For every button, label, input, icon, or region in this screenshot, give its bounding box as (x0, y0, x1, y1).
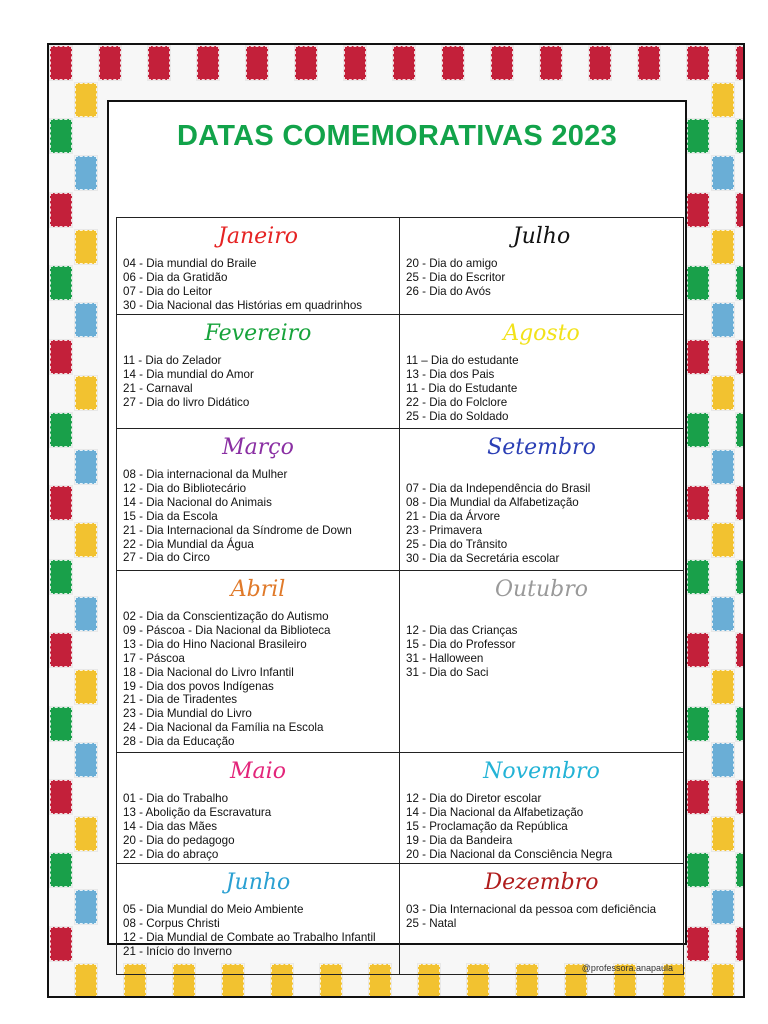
border-tile (736, 119, 745, 153)
border-tile (736, 486, 745, 520)
month-cell-junho (117, 864, 400, 974)
date-item: 20 - Dia do pedagogo (123, 833, 235, 847)
border-tile (99, 46, 121, 80)
date-item: 20 - Dia Nacional da Consciência Negra (406, 847, 613, 861)
date-item: 14 - Dia Nacional da Alfabetização (406, 805, 584, 819)
border-tile (540, 46, 562, 80)
date-item: 13 - Dia do Hino Nacional Brasileiro (123, 637, 307, 651)
border-tile (712, 450, 734, 484)
date-item: 22 - Dia do Folclore (406, 395, 508, 409)
date-item: 08 - Dia internacional da Mulher (123, 468, 288, 481)
border-tile (736, 780, 745, 814)
border-tile (75, 890, 97, 924)
border-tile (687, 560, 709, 594)
border-tile (442, 46, 464, 80)
border-tile (712, 890, 734, 924)
border-tile (712, 670, 734, 704)
border-tile (687, 413, 709, 447)
border-tile (687, 266, 709, 300)
border-tile (687, 853, 709, 887)
month-cell-agosto (400, 315, 683, 429)
border-tile (50, 927, 72, 961)
border-tile (687, 193, 709, 227)
month-cell-outubro (400, 571, 683, 753)
date-item: 18 - Dia Nacional do Livro Infantil (123, 665, 294, 679)
month-name: Julho (512, 224, 571, 249)
date-item: 05 - Dia Mundial do Meio Ambiente (123, 903, 304, 916)
border-tile (736, 340, 745, 374)
border-tile (589, 46, 611, 80)
border-tile (712, 964, 734, 998)
month-name: Outubro (494, 577, 589, 602)
date-item: 23 - Primavera (406, 523, 483, 537)
month-cell-dezembro (400, 864, 683, 974)
date-item: 09 - Páscoa - Dia Nacional da Biblioteca (123, 623, 331, 637)
month-name: Setembro (487, 435, 596, 460)
date-item: 27 - Dia do Circo (123, 551, 210, 565)
date-item: 12 - Dia do Diretor escolar (406, 792, 542, 805)
date-item: 23 - Dia Mundial do Livro (123, 707, 252, 721)
date-item: 25 - Dia do Soldado (406, 409, 509, 423)
month-cell-novembro (400, 753, 683, 864)
border-tile (712, 523, 734, 557)
date-item: 11 - Dia do Estudante (406, 381, 518, 395)
border-tile (736, 853, 745, 887)
date-item: 22 - Dia do abraço (123, 847, 219, 861)
date-item: 13 - Dia dos Pais (406, 367, 495, 381)
border-tile (712, 597, 734, 631)
date-item: 01 - Dia do Trabalho (123, 792, 229, 805)
month-name: Fevereiro (204, 321, 312, 346)
date-item: 12 - Dia Mundial de Combate ao Trabalho Infantil (123, 930, 376, 944)
date-item: 14 - Dia das Mães (123, 819, 218, 833)
month-name: Março (222, 435, 294, 460)
border-tile (736, 707, 745, 741)
border-tile (736, 46, 745, 80)
month-cell-setembro (400, 429, 683, 571)
date-item: 15 - Dia da Escola (123, 509, 218, 523)
border-tile (75, 743, 97, 777)
border-tile (75, 597, 97, 631)
border-tile (75, 964, 97, 998)
border-tile (50, 119, 72, 153)
date-item: 25 - Natal (406, 916, 457, 930)
border-tile (50, 486, 72, 520)
date-item: 21 - Dia Internacional da Síndrome de Down (123, 523, 352, 537)
border-tile (50, 413, 72, 447)
date-item: 27 - Dia do livro Didático (123, 395, 250, 409)
month-cell-julho (400, 218, 683, 315)
date-item: 11 - Dia do Zelador (123, 354, 222, 367)
border-tile (50, 780, 72, 814)
date-item: 12 - Dia das Crianças (406, 624, 518, 637)
date-item: 07 - Dia do Leitor (123, 284, 212, 298)
date-item: 19 - Dia da Bandeira (406, 833, 513, 847)
date-item: 15 - Dia do Professor (406, 637, 516, 651)
border-tile (687, 340, 709, 374)
border-tile (75, 523, 97, 557)
date-item: 21 - Dia da Árvore (406, 509, 501, 523)
date-item: 15 - Proclamação da República (406, 819, 568, 833)
date-item: 14 - Dia Nacional do Animais (123, 495, 272, 509)
month-name: Dezembro (484, 870, 599, 895)
checkered-border (47, 43, 745, 998)
border-tile (687, 927, 709, 961)
date-item: 22 - Dia Mundial da Água (123, 537, 254, 551)
date-item: 08 - Corpus Christi (123, 916, 220, 930)
date-item: 28 - Dia da Educação (123, 735, 235, 749)
border-tile (687, 46, 709, 80)
border-tile (75, 670, 97, 704)
date-item: 06 - Dia da Gratidão (123, 270, 228, 284)
month-name: Janeiro (218, 224, 298, 249)
border-tile (50, 193, 72, 227)
author-credit: @professora.anapaula (581, 963, 673, 973)
date-item: 08 - Dia Mundial da Alfabetização (406, 495, 579, 509)
month-cell-abril (117, 571, 400, 753)
date-item: 07 - Dia da Independência do Brasil (406, 482, 591, 495)
border-tile (687, 633, 709, 667)
border-tile (50, 46, 72, 80)
border-tile (687, 486, 709, 520)
date-item: 25 - Dia do Trânsito (406, 537, 508, 551)
date-item: 19 - Dia dos povos Indígenas (123, 679, 274, 693)
date-item: 31 - Halloween (406, 651, 484, 665)
date-item: 21 - Carnaval (123, 381, 193, 395)
border-tile (712, 156, 734, 190)
border-tile (50, 853, 72, 887)
date-item: 12 - Dia do Bibliotecário (123, 481, 247, 495)
border-tile (75, 450, 97, 484)
border-tile (736, 193, 745, 227)
date-item: 20 - Dia do amigo (406, 257, 498, 270)
month-name: Maio (230, 759, 286, 784)
date-item: 11 – Dia do estudante (406, 354, 519, 367)
border-tile (197, 46, 219, 80)
date-item: 31 - Dia do Saci (406, 665, 489, 679)
months-table (116, 217, 684, 975)
date-item: 21 - Dia de Tiradentes (123, 693, 238, 707)
border-tile (712, 230, 734, 264)
date-item: 03 - Dia Internacional da pessoa com deficiência (406, 903, 657, 916)
border-tile (50, 340, 72, 374)
border-tile (75, 156, 97, 190)
border-tile (148, 46, 170, 80)
date-item: 24 - Dia Nacional da Família na Escola (123, 721, 324, 735)
month-name: Abril (230, 577, 286, 602)
date-item: 26 - Dia do Avós (406, 284, 491, 298)
border-tile (736, 927, 745, 961)
border-tile (75, 303, 97, 337)
border-tile (687, 707, 709, 741)
border-tile (736, 266, 745, 300)
border-tile (712, 743, 734, 777)
date-item: 04 - Dia mundial do Braile (123, 257, 257, 270)
border-tile (687, 119, 709, 153)
border-tile (246, 46, 268, 80)
month-cell-fevereiro (117, 315, 400, 429)
border-tile (736, 560, 745, 594)
border-tile (393, 46, 415, 80)
border-tile (736, 633, 745, 667)
month-name: Agosto (503, 321, 580, 346)
border-tile (75, 376, 97, 410)
month-name: Junho (225, 870, 291, 895)
calendar-card (107, 100, 687, 973)
border-tile (50, 633, 72, 667)
border-tile (50, 266, 72, 300)
month-cell-maio (117, 753, 400, 864)
border-tile (75, 83, 97, 117)
border-tile (712, 83, 734, 117)
month-cell-marco (117, 429, 400, 571)
page-title: DATAS COMEMORATIVAS 2023 (176, 120, 618, 152)
month-name: Novembro (483, 759, 600, 784)
border-tile (736, 413, 745, 447)
border-tile (491, 46, 513, 80)
border-tile (712, 376, 734, 410)
border-tile (50, 707, 72, 741)
date-item: 13 - Abolição da Escravatura (123, 805, 272, 819)
border-tile (687, 780, 709, 814)
date-item: 21 - Início do Inverno (123, 944, 232, 958)
border-tile (344, 46, 366, 80)
date-item: 30 - Dia da Secretária escolar (406, 551, 560, 565)
date-item: 17 - Páscoa (123, 651, 185, 665)
border-tile (712, 817, 734, 851)
border-tile (75, 230, 97, 264)
border-tile (75, 817, 97, 851)
border-tile (712, 303, 734, 337)
border-tile (50, 560, 72, 594)
date-item: 30 - Dia Nacional das Histórias em quadrinhos (123, 298, 363, 312)
date-item: 25 - Dia do Escritor (406, 270, 506, 284)
date-item: 02 - Dia da Conscientização do Autismo (123, 610, 329, 623)
month-cell-janeiro (117, 218, 400, 315)
date-item: 14 - Dia mundial do Amor (123, 367, 254, 381)
border-tile (638, 46, 660, 80)
border-tile (295, 46, 317, 80)
